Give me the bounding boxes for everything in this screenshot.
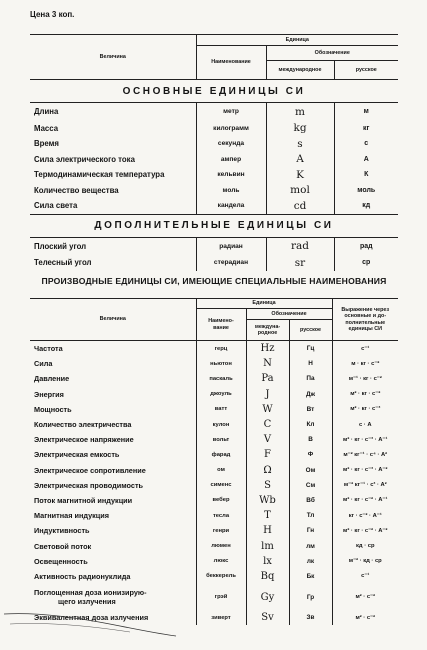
table-row [30, 152, 398, 168]
table-row [30, 341, 398, 357]
header2-expr-line2: основные и до- [344, 313, 387, 320]
expression-cell: м⁻² · кд · ср [332, 554, 398, 569]
expression-cell: с · А [332, 417, 398, 432]
unit-name-cell: люкс [196, 554, 246, 569]
table-row [30, 554, 398, 569]
quantity-cell: Мощность [34, 404, 72, 414]
quantity-cell: Сила света [34, 201, 78, 211]
header2-intl-line2: родное [257, 330, 278, 336]
pen-stroke-mark [0, 600, 180, 640]
table-row [30, 493, 398, 508]
table-row [30, 103, 398, 121]
intl-symbol-cell: Pa [246, 371, 289, 386]
intl-symbol-cell: m [266, 103, 334, 121]
unit-name-cell: джоуль [196, 387, 246, 402]
rus-symbol-cell: Гн [289, 523, 332, 538]
rus-symbol-cell: с [334, 136, 398, 152]
intl-symbol-cell: H [246, 523, 289, 538]
intl-symbol-cell: rad [266, 237, 334, 255]
rus-symbol-cell: лк [289, 554, 332, 569]
header-name: Наименование [196, 46, 266, 80]
quantity-cell: Длина [34, 107, 59, 117]
table-row [30, 356, 398, 371]
quantity-cell: Электрическая проводимость [34, 480, 143, 490]
rus-symbol-cell: Дж [289, 387, 332, 402]
rus-symbol-cell: Вт [289, 402, 332, 417]
unit-name-cell: грэй [196, 584, 246, 610]
expression-cell: м² · кг · с⁻² [332, 387, 398, 402]
quantity-cell: Термодинамическая температура [34, 170, 165, 180]
unit-name-cell: моль [196, 183, 266, 199]
expression-cell: м² · кг · с⁻³ [332, 402, 398, 417]
unit-name-cell: паскаль [196, 371, 246, 386]
intl-symbol-cell: K [266, 167, 334, 183]
quantity-cell: Электрическое сопротивление [34, 465, 146, 475]
table-row [30, 237, 398, 255]
expression-cell: м² · кг · с⁻³ · А⁻² [332, 463, 398, 478]
intl-symbol-cell: lm [246, 538, 289, 553]
header2-name-line2: вание [213, 324, 229, 331]
intl-symbol-cell: Hz [246, 341, 289, 357]
header2-name-line1: Наимено- [208, 318, 234, 325]
quantity-cell: Активность радионуклида [34, 571, 131, 581]
table-row [30, 447, 398, 462]
expression-cell: м² · кг · с⁻² · А⁻¹ [332, 493, 398, 508]
price-label: Цена 3 коп. [30, 10, 75, 19]
expression-cell: м · кг · с⁻² [332, 356, 398, 371]
quantity-cell: Поток магнитной индукции [34, 495, 133, 505]
unit-name-cell: кулон [196, 417, 246, 432]
table-row [30, 387, 398, 402]
header-russian: русское [334, 61, 398, 80]
rus-symbol-cell: Гр [289, 584, 332, 610]
table-row [30, 569, 398, 584]
quantity-cell: Энергия [34, 389, 64, 399]
rus-symbol-cell: А [334, 152, 398, 168]
intl-symbol-cell: W [246, 402, 289, 417]
rus-symbol-cell: лм [289, 538, 332, 553]
section-title: ДОПОЛНИТЕЛЬНЫЕ ЕДИНИЦЫ СИ [30, 214, 398, 237]
unit-name-cell: вольт [196, 432, 246, 447]
table-row [30, 538, 398, 553]
header-designation: Обозначение [266, 46, 398, 61]
quantity-cell: Количество электричества [34, 420, 132, 430]
rus-symbol-cell: Зв [289, 610, 332, 625]
unit-name-cell: стерадиан [196, 255, 266, 271]
expression-cell: м² · с⁻² [332, 610, 398, 625]
unit-name-cell: секунда [196, 136, 266, 152]
quantity-cell: Световой поток [34, 541, 92, 551]
table-row [30, 121, 398, 137]
quantity-cell: Сила [34, 359, 53, 369]
unit-name-cell: беккерель [196, 569, 246, 584]
rus-symbol-cell: Бк [289, 569, 332, 584]
rus-symbol-cell: К [334, 167, 398, 183]
expression-cell: м⁻¹ · кг · с⁻² [332, 371, 398, 386]
table-row [30, 183, 398, 199]
unit-name-cell: тесла [196, 508, 246, 523]
intl-symbol-cell: F [246, 447, 289, 462]
intl-symbol-cell: N [246, 356, 289, 371]
table-row [30, 167, 398, 183]
header-international: международное [266, 61, 334, 80]
header2-expr-line1: Выражение через [341, 307, 390, 314]
intl-symbol-cell: V [246, 432, 289, 447]
expression-cell: м² · кг · с⁻³ · А⁻¹ [332, 432, 398, 447]
quantity-cell: Эквивалентная доза излучения [34, 613, 149, 623]
rus-symbol-cell: ср [334, 255, 398, 271]
table-row [30, 417, 398, 432]
unit-name-cell: кандела [196, 198, 266, 214]
intl-symbol-cell: Sv [246, 610, 289, 625]
quantity-cell: Сила электрического тока [34, 154, 135, 164]
derived-units-table [30, 298, 398, 625]
expression-cell: кг · с⁻² · А⁻¹ [332, 508, 398, 523]
base-units-table [30, 34, 398, 271]
quantity-line2: щего излучения [58, 597, 116, 606]
unit-name-cell: кельвин [196, 167, 266, 183]
intl-symbol-cell: kg [266, 121, 334, 137]
rus-symbol-cell: Н [289, 356, 332, 371]
rus-symbol-cell: м [334, 103, 398, 121]
intl-symbol-cell: Wb [246, 493, 289, 508]
header2-expr-line3: полнительные [345, 319, 386, 326]
header2-international [246, 320, 289, 341]
derived-units-title: ПРОИЗВОДНЫЕ ЕДИНИЦЫ СИ, ИМЕЮЩИЕ СПЕЦИАЛЬНЫЕ НАИМЕНОВАНИЯ [41, 276, 387, 286]
quantity-cell: Плоский угол [34, 241, 87, 251]
quantity-cell: Индуктивность [34, 526, 90, 536]
intl-symbol-cell: A [266, 152, 334, 168]
unit-name-cell: метр [196, 103, 266, 121]
intl-symbol-cell: Gy [246, 584, 289, 610]
rus-symbol-cell: Вб [289, 493, 332, 508]
table-row [30, 198, 398, 214]
table-row [30, 136, 398, 152]
intl-symbol-cell: lx [246, 554, 289, 569]
intl-symbol-cell: S [246, 478, 289, 493]
expression-cell: м⁻² кг⁻¹ · с⁴ · А² [332, 447, 398, 462]
quantity-cell: Давление [34, 374, 70, 384]
unit-name-cell: герц [196, 341, 246, 357]
table-row [30, 508, 398, 523]
rus-symbol-cell: Ом [289, 463, 332, 478]
quantity-cell: Масса [34, 123, 59, 133]
rus-symbol-cell: Тл [289, 508, 332, 523]
intl-symbol-cell: Ω [246, 463, 289, 478]
quantity-cell: Электрическая емкость [34, 450, 120, 460]
rus-symbol-cell: моль [334, 183, 398, 199]
expression-cell: м² · кг · с⁻² · А⁻² [332, 523, 398, 538]
unit-name-cell: сименс [196, 478, 246, 493]
rus-symbol-cell: См [289, 478, 332, 493]
unit-name-cell: фарад [196, 447, 246, 462]
intl-symbol-cell: C [246, 417, 289, 432]
rus-symbol-cell: рад [334, 237, 398, 255]
header2-quantity: Величина [30, 299, 196, 341]
quantity-cell: Частота [34, 344, 63, 354]
rus-symbol-cell: Ф [289, 447, 332, 462]
quantity-cell: Освещенность [34, 556, 88, 566]
intl-symbol-cell: s [266, 136, 334, 152]
quantity-cell: Время [34, 139, 59, 149]
unit-name-cell: люмен [196, 538, 246, 553]
table-row [30, 371, 398, 386]
unit-name-cell: ватт [196, 402, 246, 417]
table-row [30, 463, 398, 478]
rus-symbol-cell: Па [289, 371, 332, 386]
unit-name-cell: килограмм [196, 121, 266, 137]
expression-cell: м⁻² кг⁻¹ · с³ · А² [332, 478, 398, 493]
rus-symbol-cell: Кл [289, 417, 332, 432]
quantity-cell: Магнитная индукция [34, 511, 110, 521]
unit-name-cell: радиан [196, 237, 266, 255]
expression-cell: с⁻¹ [332, 341, 398, 357]
expression-cell: с⁻¹ [332, 569, 398, 584]
header2-designation: Обозначение [246, 309, 332, 320]
section-title: ОСНОВНЫЕ ЕДИНИЦЫ СИ [30, 80, 398, 103]
section-heading-row [30, 214, 398, 237]
expression-cell: м² · с⁻² [332, 584, 398, 610]
header2-expr-line4: единицы СИ [348, 325, 382, 332]
header-unit: Единица [196, 35, 398, 46]
unit-name-cell: ньютон [196, 356, 246, 371]
table-row [30, 478, 398, 493]
unit-name-cell: ом [196, 463, 246, 478]
header2-russian: русское [289, 320, 332, 341]
unit-name-cell: зиверт [196, 610, 246, 625]
rus-symbol-cell: кг [334, 121, 398, 137]
quantity-cell: Количество вещества [34, 185, 119, 195]
intl-symbol-cell: mol [266, 183, 334, 199]
table-row [30, 523, 398, 538]
section-heading-row [30, 80, 398, 103]
intl-symbol-cell: J [246, 387, 289, 402]
rus-symbol-cell: кд [334, 198, 398, 214]
table-row [30, 255, 398, 271]
quantity-cell: Телесный угол [34, 258, 92, 268]
header2-unit: Единица [196, 299, 332, 309]
header-quantity: Величина [99, 53, 126, 60]
intl-symbol-cell: T [246, 508, 289, 523]
unit-name-cell: генри [196, 523, 246, 538]
header2-intl-line1: междуна- [254, 323, 281, 330]
header2-name [196, 309, 246, 341]
table-row [30, 432, 398, 447]
quantity-cell: Электрическое напряжение [34, 435, 134, 445]
unit-name-cell: ампер [196, 152, 266, 168]
intl-symbol-cell: sr [266, 255, 334, 271]
intl-symbol-cell: cd [266, 198, 334, 214]
table-row [30, 402, 398, 417]
intl-symbol-cell: Bq [246, 569, 289, 584]
rus-symbol-cell: Гц [289, 341, 332, 357]
quantity-line1: Поглощенная доза ионизирую- [34, 588, 147, 597]
header2-expression [332, 299, 398, 341]
rus-symbol-cell: В [289, 432, 332, 447]
unit-name-cell: вебер [196, 493, 246, 508]
expression-cell: кд · ср [332, 538, 398, 553]
